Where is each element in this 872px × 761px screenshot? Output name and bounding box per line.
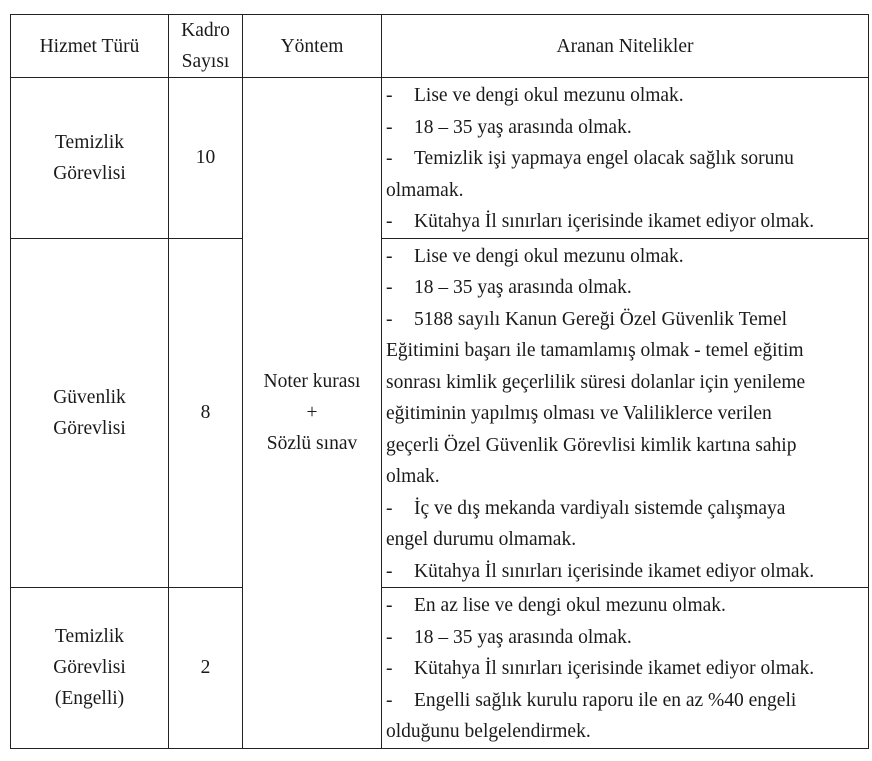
qualification-text: Kütahya İl sınırları içerisinde ikamet ediyor olmak. xyxy=(414,658,815,679)
qualification-line xyxy=(386,493,868,525)
service-type-cell xyxy=(11,238,169,588)
qualification-text: Temizlik işi yapmaya engel olacak sağlık sorunu xyxy=(414,148,794,169)
table-row xyxy=(11,588,869,749)
header-position-count-line: Sayısı xyxy=(181,51,230,72)
qualification-text: Eğitimini başarı ile tamamlamış olmak - temel eğitim xyxy=(386,340,804,361)
qualification-text: sonrası kimlik geçerlilik süresi dolanlar için yenileme xyxy=(386,371,806,393)
qualifications-cell xyxy=(382,78,869,239)
qualification-line xyxy=(386,206,868,238)
header-method: Yöntem xyxy=(243,15,382,78)
qualification-line xyxy=(386,461,868,493)
qualification-line xyxy=(386,430,868,462)
header-row xyxy=(11,15,869,78)
qualification-line xyxy=(386,524,868,556)
qualification-line xyxy=(386,556,868,588)
qualifications-cell xyxy=(382,238,869,588)
staffing-table xyxy=(10,14,869,749)
position-count-cell: 2 xyxy=(169,588,243,749)
header-position-count-line: Kadro xyxy=(181,20,230,41)
qualification-line xyxy=(386,716,868,748)
qualifications-cell xyxy=(382,588,869,749)
qualification-line xyxy=(386,241,868,273)
qualification-text: Lise ve dengi okul mezunu olmak. xyxy=(414,245,684,267)
bullet-dash: - xyxy=(386,85,393,106)
bullet-dash: - xyxy=(386,497,393,519)
bullet-dash: - xyxy=(386,277,393,298)
header-position-count xyxy=(169,15,243,78)
qualification-line xyxy=(386,622,868,654)
qualification-text: olmak. xyxy=(386,466,440,487)
bullet-dash: - xyxy=(386,116,393,138)
bullet-dash: - xyxy=(386,560,393,582)
qualification-line xyxy=(386,653,868,685)
position-count-cell: 8 xyxy=(169,238,243,588)
qualification-text: 18 – 35 yaş arasında olmak. xyxy=(414,277,632,298)
method-line: Noter kurası xyxy=(263,371,361,393)
header-qualifications: Aranan Nitelikler xyxy=(382,15,869,78)
bullet-dash: - xyxy=(386,308,393,330)
qualification-text: geçerli Özel Güvenlik Görevlisi kimlik kartına sahip xyxy=(386,434,797,456)
qualification-line xyxy=(386,304,868,336)
service-type-line: Görevlisi xyxy=(53,417,126,439)
method-cell xyxy=(243,78,382,749)
qualification-line xyxy=(386,685,868,717)
qualification-text: En az lise ve dengi okul mezunu olmak. xyxy=(414,595,726,616)
table-row xyxy=(11,78,869,239)
qualification-line xyxy=(386,398,868,430)
qualification-text: eğitiminin yapılmış olması ve Valiliklerce verilen xyxy=(386,403,772,424)
service-type-cell xyxy=(11,78,169,239)
bullet-dash: - xyxy=(386,689,393,711)
qualification-text: engel durumu olmamak. xyxy=(386,529,577,550)
qualification-line xyxy=(386,143,868,175)
qualification-text: 5188 sayılı Kanun Gereği Özel Güvenlik Temel xyxy=(414,308,788,330)
table-row xyxy=(11,238,869,588)
qualification-line xyxy=(386,367,868,399)
bullet-dash: - xyxy=(386,595,393,616)
method-line: Sözlü sınav xyxy=(266,433,358,455)
qualification-line xyxy=(386,335,868,367)
service-type-line: Görevlisi xyxy=(53,657,126,679)
qualification-text: olduğunu belgelendirmek. xyxy=(386,721,591,742)
service-type-line: Görevlisi xyxy=(53,162,126,184)
qualification-line xyxy=(386,80,868,112)
qualification-line xyxy=(386,112,868,144)
bullet-dash: - xyxy=(386,658,393,679)
method-line: + xyxy=(306,402,318,424)
position-count-cell: 10 xyxy=(169,78,243,239)
header-service-type: Hizmet Türü xyxy=(11,15,169,78)
qualification-line xyxy=(386,272,868,304)
bullet-dash: - xyxy=(386,211,393,232)
qualification-text: olmamak. xyxy=(386,179,464,201)
bullet-dash: - xyxy=(386,148,393,169)
service-type-line: (Engelli) xyxy=(54,688,125,710)
qualification-line xyxy=(386,590,868,622)
qualification-text: İç ve dış mekanda vardiyalı sistemde çalışmaya xyxy=(414,497,786,519)
qualification-text: Lise ve dengi okul mezunu olmak. xyxy=(414,85,684,106)
bullet-dash: - xyxy=(386,245,393,267)
bullet-dash: - xyxy=(386,626,393,648)
qualification-text: 18 – 35 yaş arasında olmak. xyxy=(414,116,632,138)
qualification-line xyxy=(386,175,868,207)
service-type-line: Temizlik xyxy=(54,626,125,648)
qualification-text: 18 – 35 yaş arasında olmak. xyxy=(414,626,632,648)
qualification-text: Kütahya İl sınırları içerisinde ikamet ediyor olmak. xyxy=(414,211,815,232)
service-type-line: Güvenlik xyxy=(53,386,126,408)
qualification-text: Engelli sağlık kurulu raporu ile en az %40 engeli xyxy=(414,689,797,711)
service-type-line: Temizlik xyxy=(54,131,125,153)
service-type-cell xyxy=(11,588,169,749)
qualification-text: Kütahya İl sınırları içerisinde ikamet ediyor olmak. xyxy=(414,560,815,582)
